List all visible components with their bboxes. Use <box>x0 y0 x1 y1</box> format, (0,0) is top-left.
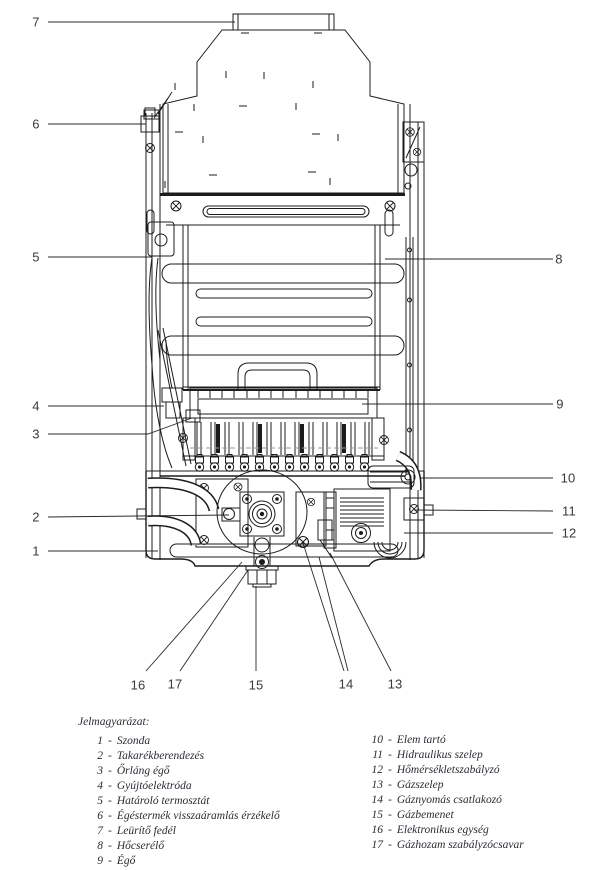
water-pipe-bottom <box>162 336 404 355</box>
callout-9: 9 <box>556 396 564 412</box>
burner-jets <box>195 455 368 472</box>
callout-17: 17 <box>167 676 183 692</box>
legend-item-4: 4 - Gyújtóelektróda <box>97 780 192 792</box>
legend-right-column <box>366 733 524 853</box>
legend-item-12: 12 - Hőmérsékletszabályzó <box>371 764 500 776</box>
legend-item-7: 7 - Leürítő fedél <box>97 825 176 837</box>
legend-item-10: 10 - Elem tartó <box>371 734 446 746</box>
legend-title: Jelmagyarázat: <box>78 716 150 728</box>
hydraulic-valve <box>217 470 307 554</box>
gas-valve-block <box>324 489 406 558</box>
legend-item-5: 5 - Határoló termosztát <box>97 795 210 807</box>
callout-16: 16 <box>130 677 146 693</box>
heat-exchanger <box>162 225 413 475</box>
legend-item-17: 17 - Gázhozam szabályzócsavar <box>371 839 524 851</box>
callout-15: 15 <box>248 677 264 693</box>
callout-2: 2 <box>32 509 40 525</box>
callout-4: 4 <box>32 398 40 414</box>
limit-thermostat <box>148 222 191 468</box>
vent-marks <box>165 71 338 188</box>
legend-item-1: 1 - Szonda <box>97 735 151 747</box>
legend-item-11: 11 - Hidraulikus szelep <box>372 749 483 761</box>
legend-item-16: 16 - Elektronikus egység <box>371 824 489 836</box>
callout-7: 7 <box>32 14 40 30</box>
callout-14: 14 <box>338 676 354 692</box>
legend-item-9: 9 - Égő <box>97 855 136 867</box>
valve-connector <box>404 498 424 520</box>
callout-5: 5 <box>32 249 40 265</box>
combustion-cover-handle <box>183 363 380 390</box>
callout-10: 10 <box>560 470 576 486</box>
callout-11: 11 <box>562 503 576 519</box>
legend-item-14: 14 - Gáznyomás csatlakozó <box>371 794 502 806</box>
legend-left-column <box>86 734 280 869</box>
draft-hood <box>163 30 404 193</box>
leader-lines <box>48 22 553 671</box>
legend-item-15: 15 - Gázbemenet <box>371 809 454 821</box>
callout-6: 6 <box>32 116 40 132</box>
flue-collar <box>233 14 334 30</box>
legend-item-8: 8 - Hőcserélő <box>97 840 165 852</box>
water-pipe-top <box>162 264 404 283</box>
legend-item-2: 2 - Takarékberendezés <box>97 750 205 762</box>
callout-12: 12 <box>561 525 577 541</box>
callout-3: 3 <box>32 426 40 442</box>
upper-band <box>160 195 405 237</box>
burner <box>179 388 389 471</box>
callout-13: 13 <box>387 676 403 692</box>
callout-1: 1 <box>32 543 40 559</box>
callout-8: 8 <box>555 251 563 267</box>
legend-item-13: 13 - Gázszelep <box>371 779 444 791</box>
legend-item-6: 6 - Égéstermék visszaáramlás érzékelő <box>97 810 280 822</box>
legend-item-3: 3 - Őrláng égő <box>97 765 170 777</box>
